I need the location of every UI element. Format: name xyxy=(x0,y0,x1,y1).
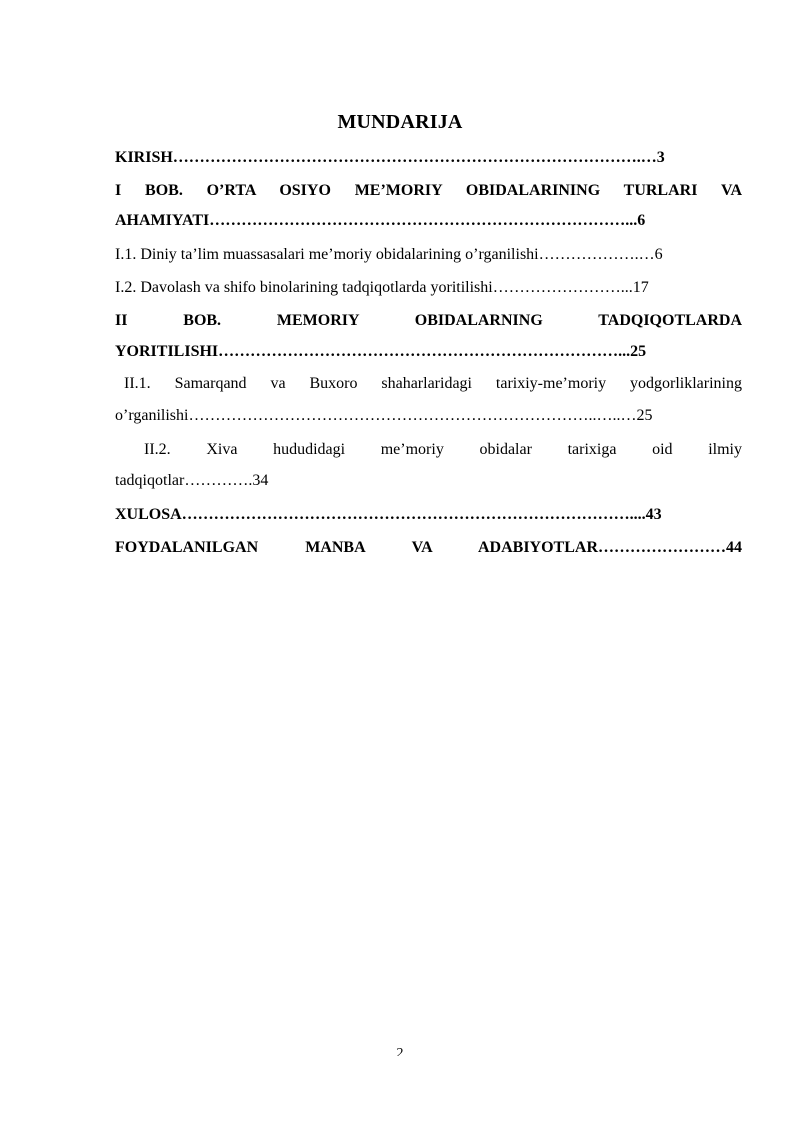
toc-entry-section-1-1: I.1. Diniy ta’lim muassasalari me’moriy obidalarining o’rganilishi……………….…6 xyxy=(115,246,663,263)
toc-entry-section-2-1-line-1: II.1. Samarqand va Buxoro shaharlaridagi tarixiy-me’moriy yodgorliklarining xyxy=(124,375,742,392)
toc-entry-bibliography: FOYDALANILGAN MANBA VA ADABIYOTLAR……………………44 xyxy=(115,539,742,556)
toc-entry-chapter-2-line-1: II BOB. MEMORIY OBIDALARNING TADQIQOTLARDA xyxy=(115,312,742,329)
toc-entry-section-2-2-line-1: II.2. Xiva hududidagi me’moriy obidalar tarixiga oid ilmiy xyxy=(144,441,742,458)
toc-entry-section-2-2-line-2: tadqiqotlar………….34 xyxy=(115,472,269,489)
toc-entry-chapter-1-line-2: AHAMIYATI……………………………………………………………………...6 xyxy=(115,212,646,229)
toc-title: MUNDARIJA xyxy=(337,111,463,133)
toc-entry-chapter-1-line-1: I BOB. O’RTA OSIYO ME’MORIY OBIDALARINING TURLARI VA xyxy=(115,182,742,199)
toc-entry-chapter-2-line-2: YORITILISHI…………………………………………………………………...25 xyxy=(115,343,647,360)
toc-entry-section-1-2: I.2. Davolash va shifo binolarining tadqiqotlarda yoritilishi……………………...17 xyxy=(115,279,649,296)
page-number: 2 xyxy=(396,1046,404,1056)
toc-entry-xulosa: XULOSA…………………………………………………………………………....43 xyxy=(115,506,662,523)
toc-entry-section-2-1-line-2: o’rganilishi…………………………………………………………………..…..…25 xyxy=(115,407,653,424)
toc-entry-kirish: KIRISH…………………………………………………………………………….…3 xyxy=(115,149,665,166)
